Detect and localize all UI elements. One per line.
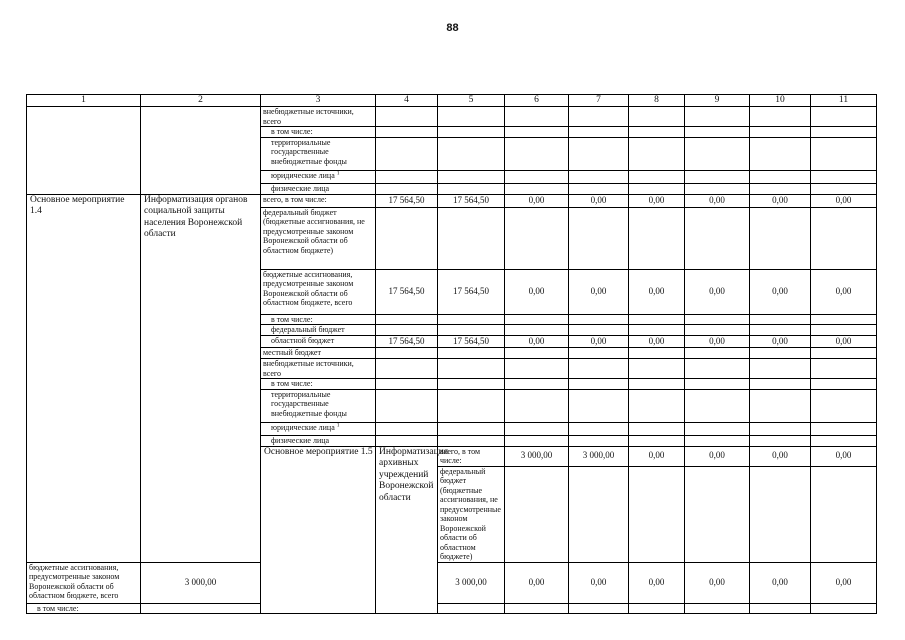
amount-cell [438, 603, 505, 614]
funding-source-label: местный бюджет [263, 348, 321, 357]
amount-cell [811, 348, 877, 359]
funding-source-label: юридические лица [271, 422, 335, 432]
amount-cell: 17 564,50 [376, 336, 438, 348]
amount-cell [569, 603, 629, 614]
funding-source [261, 325, 376, 336]
amount-cell [685, 389, 750, 422]
amount-cell [438, 183, 505, 194]
amount-cell: 0,00 [629, 194, 685, 207]
amount-cell [505, 170, 569, 183]
amount-cell [750, 359, 811, 379]
amount-cell [811, 314, 877, 325]
amount-cell: 0,00 [569, 562, 629, 603]
amount-cell [750, 127, 811, 138]
amount-cell [811, 183, 877, 194]
amount-cell [376, 379, 438, 390]
amount-cell [750, 422, 811, 435]
table-row [27, 194, 877, 207]
amount-cell [685, 127, 750, 138]
funding-source [261, 194, 376, 207]
table-header-row [27, 95, 877, 107]
amount-cell [811, 137, 877, 170]
amount-cell [811, 466, 877, 562]
funding-source [438, 466, 505, 562]
amount-cell: 0,00 [750, 194, 811, 207]
funding-source-label: федеральный бюджет (бюджетные ассигнования, не предусмотренные законом Воронежской области об областном бюджете) [263, 207, 365, 255]
funding-source-label: областной бюджет [271, 336, 335, 345]
amount-cell: 0,00 [750, 446, 811, 466]
amount-cell [505, 107, 569, 127]
amount-cell [685, 348, 750, 359]
amount-cell [750, 466, 811, 562]
amount-cell [438, 127, 505, 138]
amount-cell [438, 107, 505, 127]
amount-cell [685, 359, 750, 379]
amount-cell [629, 603, 685, 614]
funding-source-label: федеральный бюджет [271, 325, 345, 334]
amount-cell [685, 183, 750, 194]
amount-cell [569, 325, 629, 336]
amount-cell [505, 466, 569, 562]
funding-source [261, 127, 376, 138]
amount-cell [569, 314, 629, 325]
amount-cell [505, 127, 569, 138]
amount-cell [376, 314, 438, 325]
amount-cell: 0,00 [569, 194, 629, 207]
amount-cell [569, 137, 629, 170]
amount-cell [629, 389, 685, 422]
amount-cell: 0,00 [505, 562, 569, 603]
amount-cell [376, 207, 438, 269]
amount-cell: 0,00 [685, 269, 750, 314]
amount-cell [811, 325, 877, 336]
amount-cell [376, 348, 438, 359]
amount-cell [629, 422, 685, 435]
amount-cell: 0,00 [685, 194, 750, 207]
column-header: 5 [438, 95, 505, 107]
amount-cell [376, 435, 438, 446]
amount-cell [569, 379, 629, 390]
amount-cell [438, 389, 505, 422]
column-header: 3 [261, 95, 376, 107]
amount-cell [629, 359, 685, 379]
amount-cell: 3 000,00 [569, 446, 629, 466]
amount-cell: 3 000,00 [141, 562, 261, 603]
amount-cell: 0,00 [685, 562, 750, 603]
amount-cell [629, 348, 685, 359]
funding-source [261, 107, 376, 127]
amount-cell [505, 359, 569, 379]
amount-cell: 0,00 [811, 562, 877, 603]
amount-cell [629, 466, 685, 562]
amount-cell [685, 137, 750, 170]
amount-cell [811, 379, 877, 390]
funding-source-label: внебюджетные источники, всего [263, 359, 354, 378]
amount-cell [505, 348, 569, 359]
page-number: 88 [446, 22, 459, 34]
footnote-mark: 1 [336, 169, 340, 176]
amount-cell [438, 325, 505, 336]
column-header: 1 [27, 95, 141, 107]
funding-source [261, 435, 376, 446]
footnote-mark: 1 [336, 421, 340, 428]
activity-name: Информатизация органов социальной защиты населения Воронежской области [141, 194, 261, 562]
amount-cell [811, 603, 877, 614]
amount-cell [376, 137, 438, 170]
column-header: 4 [376, 95, 438, 107]
amount-cell [629, 183, 685, 194]
amount-cell [376, 389, 438, 422]
funding-source-label: физические лица [271, 435, 330, 445]
amount-cell [629, 325, 685, 336]
funding-source-label: юридические лица [271, 170, 335, 180]
amount-cell: 17 564,50 [438, 194, 505, 207]
amount-cell [505, 435, 569, 446]
amount-cell [811, 170, 877, 183]
amount-cell: 0,00 [505, 336, 569, 348]
amount-cell [750, 379, 811, 390]
column-header: 8 [629, 95, 685, 107]
amount-cell: 0,00 [629, 269, 685, 314]
funding-source [261, 359, 376, 379]
amount-cell [629, 314, 685, 325]
funding-source-label: физические лица [271, 183, 330, 193]
funding-source [261, 183, 376, 194]
amount-cell [811, 435, 877, 446]
funding-source-label: внебюджетные источники, всего [263, 107, 354, 126]
amount-cell: 3 000,00 [438, 562, 505, 603]
amount-cell [685, 466, 750, 562]
funding-source [261, 207, 376, 269]
amount-cell [569, 422, 629, 435]
amount-cell [438, 422, 505, 435]
amount-cell [685, 207, 750, 269]
table-row [27, 107, 877, 127]
funding-source-label: бюджетные ассигнования, предусмотренные законом Воронежской области об областном бюджете, всего [29, 562, 120, 600]
amount-cell [629, 107, 685, 127]
funding-source-label: в том числе: [37, 603, 79, 613]
amount-cell: 0,00 [750, 269, 811, 314]
amount-cell: 17 564,50 [376, 269, 438, 314]
amount-cell [685, 379, 750, 390]
amount-cell: 0,00 [569, 269, 629, 314]
funding-source-label: территориальные государственные внебюджетные фонды [271, 389, 347, 418]
column-header: 10 [750, 95, 811, 107]
column-header: 9 [685, 95, 750, 107]
table-row [27, 603, 877, 614]
activity-name: Информатизация архивных учреждений Воронежской области [376, 446, 438, 614]
amount-cell [376, 107, 438, 127]
amount-cell [569, 435, 629, 446]
amount-cell [569, 466, 629, 562]
funding-source [261, 137, 376, 170]
amount-cell [505, 137, 569, 170]
amount-cell: 0,00 [629, 562, 685, 603]
amount-cell [376, 127, 438, 138]
amount-cell [505, 379, 569, 390]
column-header: 6 [505, 95, 569, 107]
amount-cell [569, 107, 629, 127]
amount-cell [750, 435, 811, 446]
column-header: 7 [569, 95, 629, 107]
funding-source-label: федеральный бюджет (бюджетные ассигнования, не предусмотренные законом Воронежской области об областном бюджете) [440, 466, 501, 561]
amount-cell: 0,00 [811, 194, 877, 207]
funding-source [261, 422, 376, 435]
amount-cell [685, 325, 750, 336]
activity-code: Основное мероприятие 1.5 [261, 446, 376, 614]
funding-source [261, 336, 376, 348]
amount-cell [438, 207, 505, 269]
amount-cell [505, 422, 569, 435]
amount-cell: 0,00 [811, 269, 877, 314]
amount-cell [569, 348, 629, 359]
amount-cell [750, 183, 811, 194]
amount-cell: 0,00 [811, 446, 877, 466]
column-header: 11 [811, 95, 877, 107]
amount-cell [629, 207, 685, 269]
amount-cell: 0,00 [505, 194, 569, 207]
amount-cell [750, 325, 811, 336]
amount-cell: 0,00 [629, 446, 685, 466]
amount-cell [438, 137, 505, 170]
funding-source [261, 314, 376, 325]
amount-cell [685, 603, 750, 614]
funding-source-label: в том числе: [271, 379, 313, 388]
amount-cell [569, 170, 629, 183]
amount-cell: 0,00 [811, 336, 877, 348]
funding-source [261, 348, 376, 359]
amount-cell [629, 137, 685, 170]
amount-cell [376, 359, 438, 379]
funding-source-label: в том числе: [271, 314, 313, 324]
amount-cell [685, 170, 750, 183]
amount-cell [376, 422, 438, 435]
amount-cell: 17 564,50 [438, 269, 505, 314]
amount-cell [438, 435, 505, 446]
funding-source [261, 269, 376, 314]
funding-source [261, 379, 376, 390]
continued-activity-cell [27, 107, 141, 195]
amount-cell [438, 348, 505, 359]
funding-source [438, 446, 505, 466]
amount-cell [685, 107, 750, 127]
amount-cell [505, 389, 569, 422]
amount-cell [685, 422, 750, 435]
amount-cell [376, 183, 438, 194]
amount-cell [438, 359, 505, 379]
amount-cell [811, 389, 877, 422]
amount-cell [629, 379, 685, 390]
amount-cell: 17 564,50 [438, 336, 505, 348]
funding-source-label: всего, в том числе: [263, 194, 327, 204]
amount-cell [629, 435, 685, 446]
activity-code: Основное мероприятие 1.4 [27, 194, 141, 562]
amount-cell: 3 000,00 [505, 446, 569, 466]
funding-source-label: в том числе: [271, 127, 313, 136]
amount-cell [750, 137, 811, 170]
amount-cell [811, 107, 877, 127]
amount-cell: 0,00 [685, 336, 750, 348]
amount-cell: 0,00 [629, 336, 685, 348]
column-header: 2 [141, 95, 261, 107]
amount-cell [505, 207, 569, 269]
funding-source [261, 170, 376, 183]
amount-cell [685, 435, 750, 446]
amount-cell [811, 127, 877, 138]
budget-table-body [27, 95, 877, 614]
amount-cell [750, 107, 811, 127]
amount-cell [811, 422, 877, 435]
amount-cell [811, 207, 877, 269]
amount-cell [141, 603, 261, 614]
amount-cell [505, 603, 569, 614]
amount-cell [438, 379, 505, 390]
amount-cell [376, 325, 438, 336]
amount-cell: 0,00 [569, 336, 629, 348]
amount-cell: 0,00 [750, 562, 811, 603]
amount-cell: 17 564,50 [376, 194, 438, 207]
funding-source [27, 562, 141, 603]
amount-cell [438, 314, 505, 325]
amount-cell: 0,00 [685, 446, 750, 466]
amount-cell [376, 170, 438, 183]
amount-cell [629, 170, 685, 183]
funding-source-label: всего, в том числе: [440, 446, 481, 465]
amount-cell [505, 183, 569, 194]
funding-source-label: бюджетные ассигнования, предусмотренные законом Воронежской области об областном бюджете, всего [263, 269, 354, 307]
amount-cell [629, 127, 685, 138]
budget-table [26, 94, 877, 614]
funding-source [27, 603, 141, 614]
funding-source-label: территориальные государственные внебюджетные фонды [271, 137, 347, 166]
amount-cell [505, 314, 569, 325]
amount-cell [750, 170, 811, 183]
amount-cell [750, 603, 811, 614]
amount-cell [750, 348, 811, 359]
funding-source [261, 389, 376, 422]
amount-cell: 0,00 [505, 269, 569, 314]
amount-cell [750, 207, 811, 269]
amount-cell [505, 325, 569, 336]
continued-activity-name-cell [141, 107, 261, 195]
table-row [27, 562, 877, 603]
amount-cell: 0,00 [750, 336, 811, 348]
amount-cell [569, 359, 629, 379]
amount-cell [750, 389, 811, 422]
amount-cell [438, 170, 505, 183]
amount-cell [569, 389, 629, 422]
amount-cell [569, 207, 629, 269]
amount-cell [569, 127, 629, 138]
amount-cell [685, 314, 750, 325]
amount-cell [569, 183, 629, 194]
amount-cell [750, 314, 811, 325]
amount-cell [811, 359, 877, 379]
